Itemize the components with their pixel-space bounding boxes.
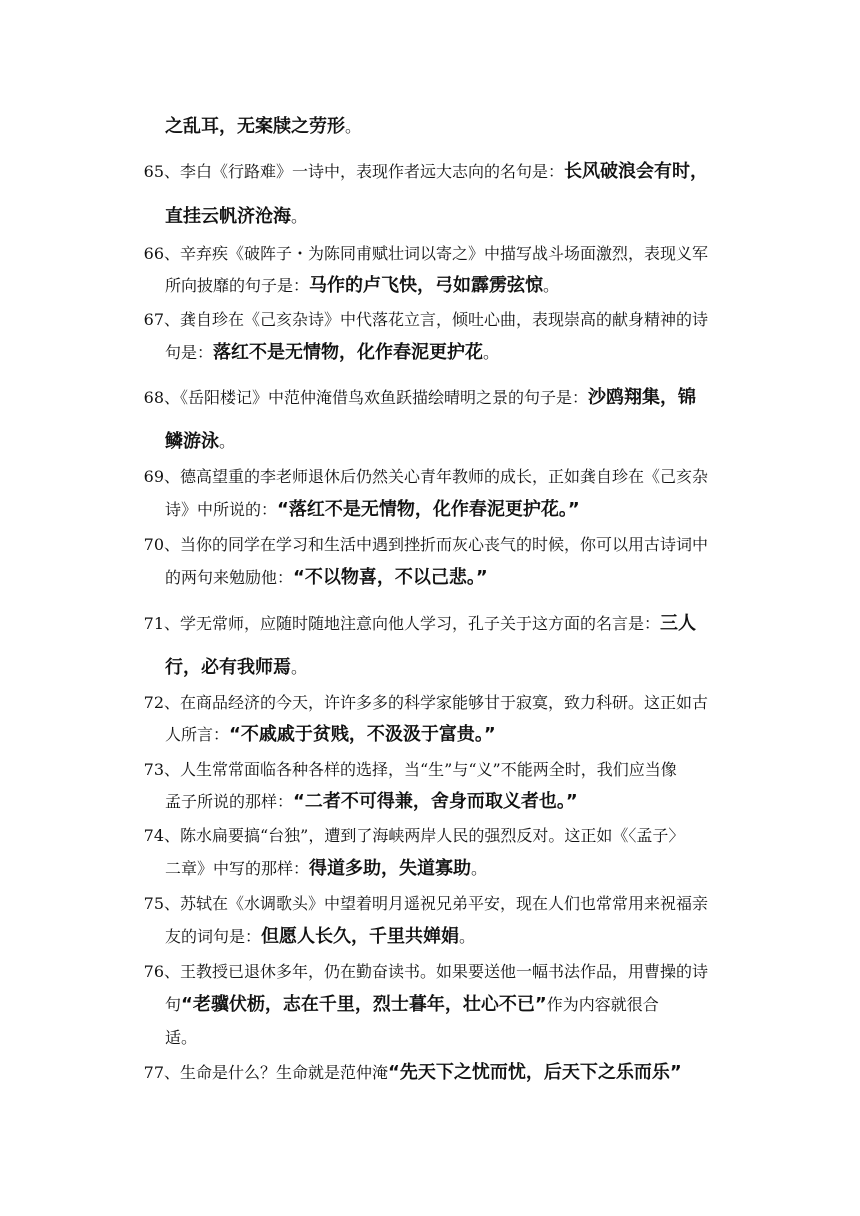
item-66-line-1: 66、辛弃疾《破阵子・为陈同甫赋壮词以寄之》中描写战斗场面激烈，表现义军 bbox=[130, 242, 708, 266]
answer-text: 之乱耳，无案牍之劳形 bbox=[165, 116, 345, 137]
item-number: 73 bbox=[143, 760, 164, 779]
answer-text: “老骥伏枥，志在千里，烈士暮年，壮心不已” bbox=[181, 994, 547, 1015]
answer-text: “二者不可得兼，舍身而取义者也。” bbox=[293, 791, 578, 812]
item-number: 71 bbox=[143, 614, 164, 633]
item-65-line-2: 直挂云帆济沧海。 bbox=[165, 206, 308, 227]
item-69-line-2: 诗》中所说的：“落红不是无情物，化作春泥更护花。” bbox=[165, 499, 580, 520]
item-number: 75 bbox=[143, 894, 164, 913]
item-69-line-1: 69、德高望重的李老师退休后仍然关心青年教师的成长，正如龚自珍在《己亥杂 bbox=[130, 465, 708, 489]
answer-text: “落红不是无情物，化作春泥更护花。” bbox=[277, 499, 580, 520]
item-74-line-1: 74、陈水扁要搞“台独”，遭到了海峡两岸人民的强烈反对。这正如《〈孟子〉 bbox=[130, 824, 684, 848]
answer-text: 得道多助，失道寡助 bbox=[309, 858, 472, 879]
item-76-line-1: 76、王教授已退休多年，仍在勤奋读书。如果要送他一幅书法作品，用曹操的诗 bbox=[130, 960, 708, 984]
item-74-line-2: 二章》中写的那样：得道多助，失道寡助。 bbox=[165, 858, 488, 879]
answer-text: 行，必有我师焉 bbox=[165, 657, 291, 678]
item-71-line-2: 行，必有我师焉。 bbox=[165, 657, 308, 678]
item-76-line-2: 句“老骥伏枥，志在千里，烈士暮年，壮心不已”作为内容就很合 bbox=[165, 994, 659, 1015]
answer-text: 长风破浪会有时， bbox=[564, 161, 709, 182]
item-75-line-2: 友的词句是：但愿人长久，千里共婵娟。 bbox=[165, 926, 476, 947]
item-77-line-1: 77、生命是什么？生命就是范仲淹“先天下之忧而忧，后天下之乐而乐” bbox=[130, 1061, 682, 1085]
item-number: 70 bbox=[143, 535, 164, 554]
item-number: 72 bbox=[143, 693, 164, 712]
item-number: 69 bbox=[143, 467, 164, 486]
answer-text: 直挂云帆济沧海 bbox=[165, 206, 291, 227]
item-68-line-1: 68、《岳阳楼记》中范仲淹借鸟欢鱼跃描绘晴明之景的句子是：沙鸥翔集，锦 bbox=[130, 386, 696, 410]
answer-text: 但愿人长久，千里共婵娟 bbox=[261, 926, 460, 947]
item-72-line-2: 人所言：“不戚戚于贫贱，不汲汲于富贵。” bbox=[165, 724, 496, 745]
item-75-line-1: 75、苏轼在《水调歌头》中望着明月遥祝兄弟平安，现在人们也常常用来祝福亲 bbox=[130, 892, 708, 916]
answer-text: 马作的卢飞快，弓如霹雳弦惊 bbox=[309, 275, 544, 296]
item-66-line-2: 所向披靡的句子是：马作的卢飞快，弓如霹雳弦惊。 bbox=[165, 275, 560, 296]
item-70-line-2: 的两句来勉励他：“不以物喜，不以己悲。” bbox=[165, 567, 488, 588]
item-number: 74 bbox=[143, 826, 164, 845]
answer-text: “先天下之忧而忧，后天下之乐而乐” bbox=[388, 1062, 682, 1083]
item-number: 67 bbox=[143, 310, 164, 329]
item-number: 68 bbox=[143, 388, 164, 407]
item-71-line-1: 71、学无常师，应随时随地注意向他人学习，孔子关于这方面的名言是：三人 bbox=[130, 612, 696, 636]
item-70-line-1: 70、当你的同学在学习和生活中遇到挫折而灰心丧气的时候，你可以用古诗词中 bbox=[130, 533, 708, 557]
item-73-line-2: 孟子所说的那样：“二者不可得兼，舍身而取义者也。” bbox=[165, 791, 578, 812]
answer-text: 三人 bbox=[660, 613, 697, 634]
item-number: 76 bbox=[143, 962, 164, 981]
answer-text: “不以物喜，不以己悲。” bbox=[293, 567, 488, 588]
item-72-line-1: 72、在商品经济的今天，许许多多的科学家能够甘于寂寞，致力科研。这正如古 bbox=[130, 691, 708, 715]
item-76-line-3: 适。 bbox=[165, 1028, 198, 1047]
answer-text: 鳞游泳 bbox=[165, 431, 219, 452]
item-number: 77 bbox=[143, 1063, 164, 1082]
item-67-line-1: 67、龚自珍在《己亥杂诗》中代落花立言，倾吐心曲，表现崇高的献身精神的诗 bbox=[130, 308, 708, 332]
item-number: 66 bbox=[143, 244, 164, 263]
item-number: 65 bbox=[143, 162, 164, 181]
item-68-line-2: 鳞游泳。 bbox=[165, 431, 236, 452]
answer-text: 落红不是无情物，化作春泥更护花 bbox=[213, 342, 484, 363]
item-67-line-2: 句是：落红不是无情物，化作春泥更护花。 bbox=[165, 342, 500, 363]
item-65-line-1: 65、李白《行路难》一诗中，表现作者远大志向的名句是：长风破浪会有时， bbox=[130, 160, 708, 184]
answer-text: 沙鸥翔集，锦 bbox=[588, 387, 697, 408]
item-73-line-1: 73、人生常常面临各种各样的选择，当“生”与“义”不能两全时，我们应当像 bbox=[130, 758, 677, 782]
answer-text: “不戚戚于贫贱，不汲汲于富贵。” bbox=[229, 724, 496, 745]
item-64-line-1: 之乱耳，无案牍之劳形。 bbox=[165, 116, 362, 137]
